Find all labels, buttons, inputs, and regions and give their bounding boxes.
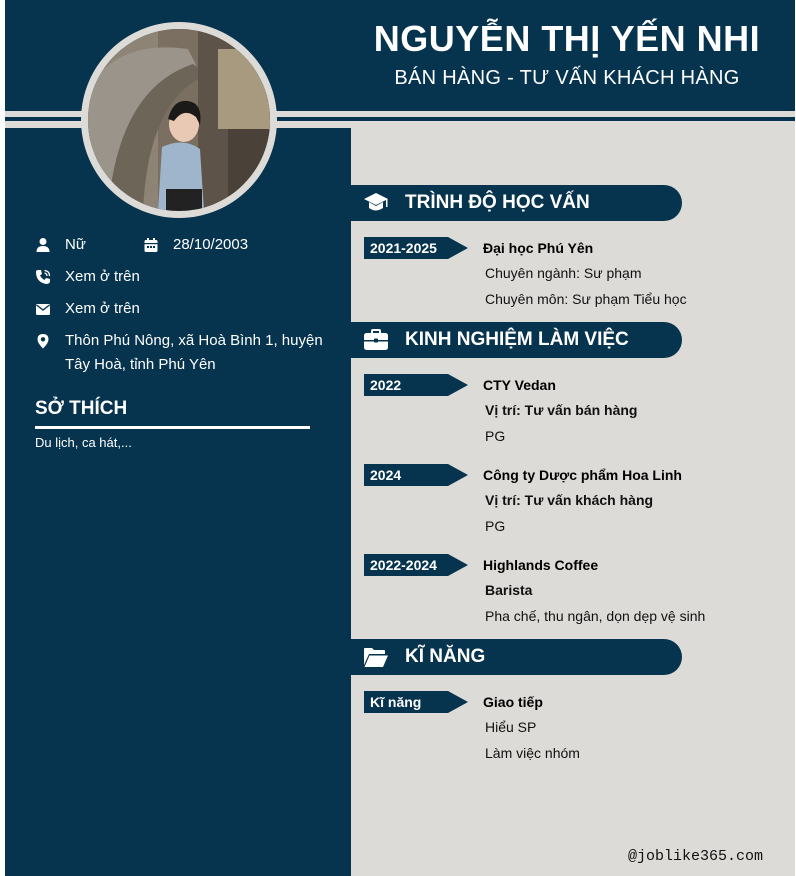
education-specialty: Chuyên môn: Sư phạm Tiểu học (485, 291, 687, 307)
experience-title: KINH NGHIỆM LÀM VIỆC (405, 329, 629, 350)
user-icon (35, 237, 51, 253)
watermark: @joblike365.com (628, 848, 764, 865)
skills-title: KĨ NĂNG (405, 646, 486, 667)
address-value: Thôn Phú Nông, xã Hoà Bình 1, huyện Tây Hoà, tỉnh Phú Yên (65, 332, 323, 373)
education-major: Chuyên ngành: Sư phạm (485, 265, 642, 281)
experience-desc: Pha chế, thu ngân, dọn dẹp vệ sinh (485, 608, 706, 624)
experience-company: Highlands Coffee (483, 557, 599, 573)
skills-tag-label: Kĩ năng (370, 694, 422, 710)
birthdate-value: 28/10/2003 (173, 236, 249, 253)
email-icon (35, 301, 51, 317)
profile-photo (88, 29, 270, 211)
skill-item: Giao tiếp (483, 694, 543, 710)
education-school: Đại học Phú Yên (483, 240, 594, 256)
hobbies-title: SỞ THÍCH (35, 398, 128, 419)
hobbies-text: Du lịch, ca hát,... (35, 435, 132, 450)
gender-value: Nữ (65, 236, 86, 253)
phone-value: Xem ở trên (65, 268, 140, 285)
experience-desc: PG (485, 428, 506, 444)
education-title: TRÌNH ĐỘ HỌC VẤN (405, 192, 590, 213)
education-header (351, 185, 682, 221)
experience-period: 2022-2024 (370, 557, 437, 573)
skill-item: Làm việc nhóm (485, 745, 580, 761)
experience-position: Vị trí: Tư vấn bán hàng (485, 402, 638, 418)
skills-tag (364, 691, 448, 713)
experience-period: 2024 (370, 467, 402, 483)
skill-item: Hiểu SP (485, 719, 537, 735)
phone-icon (35, 269, 51, 285)
experience-period-tag (364, 374, 448, 396)
skills-header (351, 639, 682, 675)
experience-position: Vị trí: Tư vấn khách hàng (485, 492, 654, 508)
avatar (81, 22, 277, 218)
experience-period-tag (364, 464, 448, 486)
candidate-role: BÁN HÀNG - TƯ VẤN KHÁCH HÀNG (394, 67, 740, 89)
experience-header (351, 322, 682, 358)
cv-page (5, 0, 795, 876)
experience-desc: PG (485, 518, 506, 534)
experience-period: 2022 (370, 377, 402, 393)
hobbies-divider (35, 426, 310, 429)
education-period: 2021-2025 (370, 240, 437, 256)
calendar-icon (143, 237, 159, 253)
location-pin-icon (35, 333, 51, 349)
email-value: Xem ở trên (65, 300, 140, 317)
experience-position: Barista (485, 582, 533, 598)
folder-open-icon (363, 645, 389, 669)
experience-company: CTY Vedan (483, 377, 556, 393)
candidate-name: NGUYỄN THỊ YẾN NHI (373, 18, 761, 59)
experience-period-tag (364, 554, 448, 576)
graduation-cap-icon (363, 191, 389, 215)
experience-company: Công ty Dược phẩm Hoa Linh (483, 467, 682, 483)
briefcase-icon (363, 328, 389, 352)
education-period-tag (364, 237, 448, 259)
